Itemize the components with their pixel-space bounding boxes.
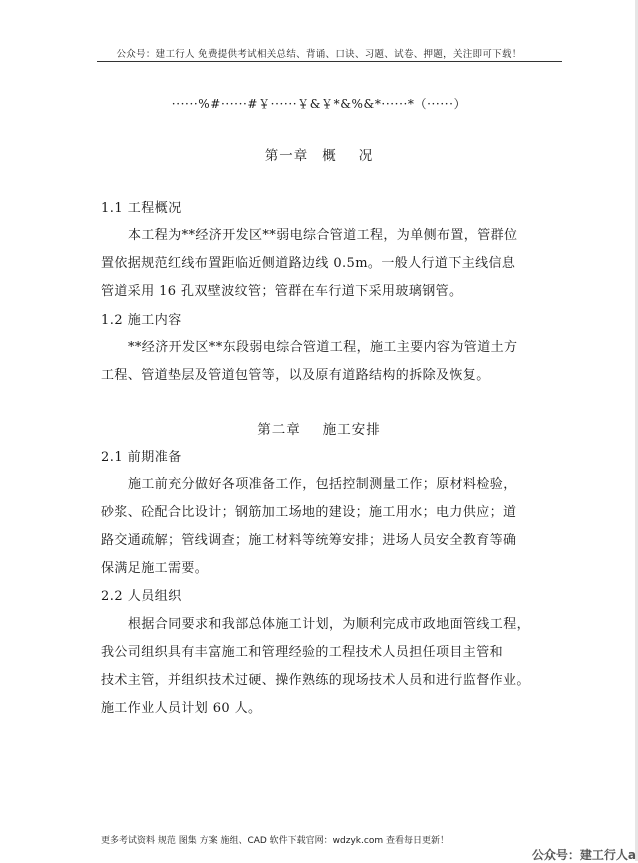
footer-note: 更多考试资料 规范 图集 方案 施组、CAD 软件下载官网：wdzyk.com 查看每日更新！ [101,836,449,846]
section-2-1-line: 路交通疏解；管线调查；施工材料等统筹安排；进场人员安全教育等确 [101,533,517,548]
section-2-2-line: 我公司组织具有丰富施工和管理经验的工程技术人员担任项目主管和 [101,645,504,660]
section-2-2-line: 施工作业人员计划 60 人。 [101,701,262,716]
section-2-2-line: 技术主管，并组织技术过硬、操作熟练的现场技术人员和进行监督作业。 [101,673,530,688]
chapter-2-number: 第二章 [257,422,301,438]
footer-brand: 公众号：建工行人a [531,848,636,862]
section-2-2-heading: 2.2 人员组织 [101,589,182,604]
section-2-2-line: 根据合同要求和我部总体施工计划，为顺利完成市政地面管线工程， [128,617,531,632]
document-code: ······%#······#￥······￥&￥*&%&*······*（······） [171,97,467,111]
chapter-1-number: 第一章 [264,148,309,164]
section-1-1-heading: 1.1 工程概况 [101,201,182,216]
section-2-1-heading: 2.1 前期准备 [101,450,182,465]
chapter-1-title-char-2: 况 [358,148,374,164]
section-2-1-line: 砂浆、砼配合比设计；钢筋加工场地的建设；施工用水；电力供应；道 [101,505,517,520]
section-1-2-heading: 1.2 施工内容 [101,313,182,328]
chapter-2-title-text: 施工安排 [322,422,381,438]
section-1-1-line: 管道采用 16 孔双壁波纹管；管群在车行道下采用玻璃钢管。 [101,284,463,299]
header-note: 公众号：建工行人 免费提供考试相关总结、背诵、口诀、习题、试卷、押题，关注即可下载！ [116,49,522,60]
section-1-2-line: 工程、管道垫层及管道包管等，以及原有道路结构的拆除及恢复。 [101,368,490,383]
header-divider [97,61,562,62]
chapter-1-title [0,144,638,164]
section-2-1-line: 施工前充分做好各项准备工作，包括控制测量工作；原材料检验， [128,477,517,492]
chapter-1-title-char-1: 概 [322,148,337,164]
section-1-1-line: 置依据规范红线布置距临近侧道路边线 0.5m。一般人行道下主线信息 [101,256,516,271]
chapter-2-title [0,418,638,438]
section-2-1-line: 保满足施工需要。 [101,561,209,576]
section-1-1-line: 本工程为**经济开发区**弱电综合管道工程，为单侧布置，管群位 [128,228,518,243]
section-1-2-line: **经济开发区**东段弱电综合管道工程，施工主要内容为管道土方 [128,340,518,355]
